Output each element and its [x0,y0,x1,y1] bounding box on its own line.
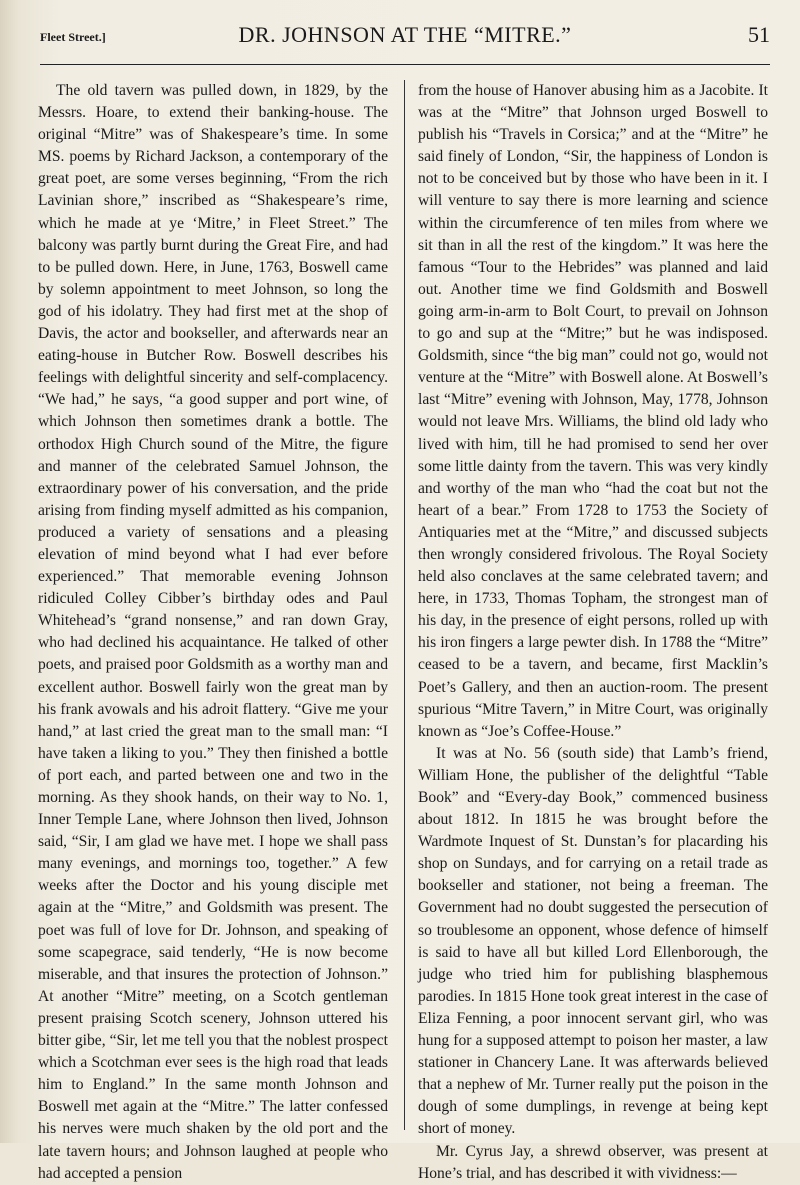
left-column [38,80,388,1185]
paragraph: The old tavern was pulled down, in 1829, by the Messrs. Hoare, to extend their banking-house. The original “Mitre” was of Shakespeare’s time. In some MS. poems by Richard Jackson, a contemporary of the great poet, are some verses beginning, “From the rich Lavinian shore,” inscribed as “Shakespeare’s rime, which he made at ye ‘Mitre,’ in Fleet Street.” The balcony was partly burnt during the Great Fire, and had to be pulled down. Here, in June, 1763, Boswell came by solemn appointment to meet Johnson, so long the god of his idolatry. They had first met at the shop of Davis, the actor and bookseller, and afterwards near an eating-house in Butcher Row. Boswell describes his feelings with delightful sincerity and self-complacency. “We had,” he says, “a good supper and port wine, of which Johnson then sometimes drank a bottle. The orthodox High Church sound of the Mitre, the figure and manner of the celebrated Samuel Johnson, the extraordinary power of his conversation, and the pride arising from finding myself admitted as his companion, produced a variety of sensations and a pleasing elevation of mind beyond what I had ever before experienced.” That memorable evening Johnson ridiculed Colley Cibber’s birthday odes and Paul Whitehead’s “grand nonsense,” and ran down Gray, who had declined his acquaintance. He talked of other poets, and praised poor Goldsmith as a worthy man and excellent author. Boswell fairly won the great man by his frank avowals and his adroit flattery. “Give me your hand,” at last cried the great man to the small man: “I have taken a liking to you.” They then finished a bottle of port each, and parted between one and two in the morning. As they shook hands, on their way to No. 1, Inner Temple Lane, where Johnson then lived, Johnson said, “Sir, I am glad we have met. I hope we shall pass many evenings, and mornings too, together.” A few weeks after the Doctor and his young disciple met again at the “Mitre,” and Goldsmith was present. The poet was full of love for Dr. Johnson, and speaking of some scapegrace, said tenderly, “He is now become miserable, and that insures the protection of Johnson.” At another “Mitre” meeting, on a Scotch gentleman present praising Scotch scenery, Johnson uttered his bitter gibe, “Sir, let me tell you that the noblest prospect which a Scotchman ever sees is the high road that leads him to England.” In the same month Johnson and Boswell met again at the “Mitre.” The latter confessed his nerves were much shaken by the old port and the late tavern hours; and Johnson laughed at people who had accepted a pension [38,82,388,1182]
column-divider [404,80,405,1130]
right-column [418,80,768,1185]
page-number: 51 [748,22,770,47]
header-rule [40,64,770,65]
section-label: Fleet Street.] [40,30,106,44]
paragraph: from the house of Hanover abusing him as a Jacobite. It was at the “Mitre” that Johnson urged Boswell to publish his “Travels in Corsica;” and at the “Mitre” he said finely of London, “Sir, the happiness of London is not to be conceived but by those who have been in it. I will venture to say there is more learning and science within the circumference of ten miles from where we sit than in all the rest of the kingdom.” It was here the famous “Tour to the Hebrides” was planned and laid out. Another time we find Goldsmith and Boswell going arm-in-arm to Bolt Court, to prevail on Johnson to go and sup at the “Mitre;” but he was indisposed. Goldsmith, since “the big man” could not go, would not venture at the “Mitre” with Boswell alone. At Boswell’s last “Mitre” evening with Johnson, May, 1778, Johnson would not leave Mrs. Williams, the blind old lady who lived with him, till he had promised to send her over some little dainty from the tavern. This was very kindly and worthy of the man who “had the coat but not the heart of a bear.” From 1728 to 1753 the Society of Antiquaries met at the “Mitre,” and discussed subjects then wrongly considered frivolous. The Royal Society held also conclaves at the same celebrated tavern; and here, in 1733, Thomas Topham, the strongest man of his day, in the presence of eight persons, rolled up with his iron fingers a large pewter dish. In 1788 the “Mitre” ceased to be a tavern, and became, first Macklin’s Poet’s Gallery, and then an auction-room. The present spurious “Mitre Tavern,” in Mitre Court, was originally known as “Joe’s Coffee-House.” [418,82,768,740]
paragraph: It was at No. 56 (south side) that Lamb’s friend, William Hone, the publisher of the delightful “Table Book” and “Every-day Book,” commenced business about 1812. In 1815 he was brought before the Wardmote Inquest of St. Dunstan’s for placarding his shop on Sundays, and for carrying on a retail trade as bookseller and stationer, not being a freeman. The Government had no doubt suggested the persecution of so troublesome an opponent, whose defence of himself is said to have all but killed Lord Ellenborough, the judge who tried him for publishing blasphemous parodies. In 1815 Hone took great interest in the case of Eliza Fenning, a poor innocent servant girl, who was hung for a supposed attempt to poison her master, a law stationer in Chancery Lane. It was afterwards believed that a nephew of Mr. Turner really put the poison in the dough of some dumplings, in revenge at being kept short of money. [418,744,768,1138]
running-header [40,20,770,50]
paragraph: Mr. Cyrus Jay, a shrewd observer, was present at Hone’s trial, and has described it with vividness:— [418,1142,768,1182]
page-title: DR. JOHNSON AT THE “MITRE.” [238,22,572,47]
